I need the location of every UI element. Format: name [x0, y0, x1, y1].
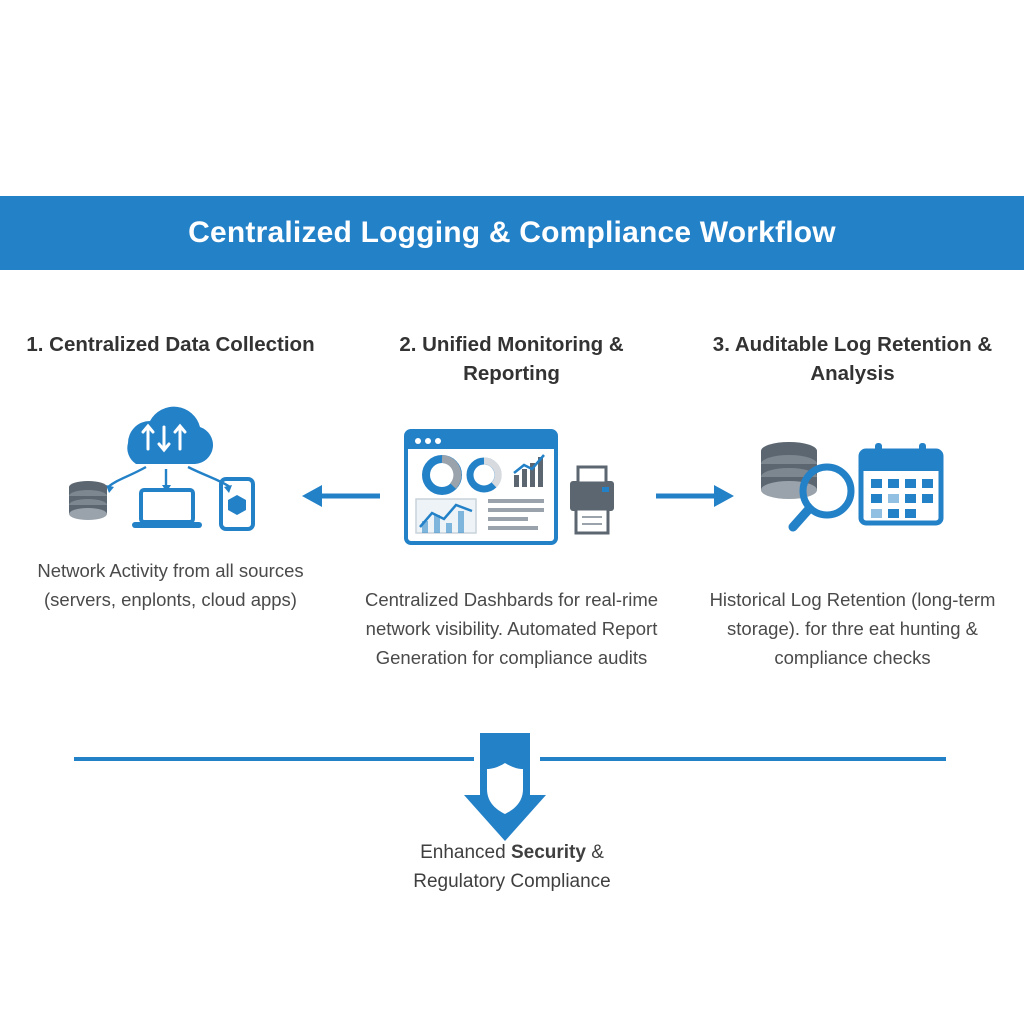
database-stack-icon [761, 442, 817, 499]
laptop-icon [132, 490, 202, 528]
page-title: Centralized Logging & Compliance Workflow [188, 216, 836, 249]
dashboard-printer-icon [402, 425, 622, 555]
step-1-caption: Network Activity from all sources (servers, enplonts, cloud apps) [37, 560, 304, 610]
outcome-text [0, 838, 1024, 897]
shield-funnel-icon [462, 733, 548, 843]
step-3-caption: Historical Log Retention (long-term storage). for thre eat hunting & compliance checks [709, 589, 996, 668]
database-stack [69, 481, 107, 520]
arrow-right-icon [650, 478, 740, 514]
outcome-strong: Security [510, 842, 586, 863]
outcome-prefix: Enhanced [420, 842, 511, 863]
database-magnifier-calendar-icon [753, 425, 953, 555]
step-1-illustration [66, 381, 276, 541]
step-2-illustration [402, 410, 622, 570]
steps-row [0, 330, 1024, 730]
printer-icon [570, 467, 614, 533]
cloud-data-collection-icon [66, 391, 276, 531]
step-2-title: 2. Unified Monitoring & Reporting [399, 333, 624, 386]
header-banner [0, 196, 1024, 270]
step-1-title: 1. Centralized Data Collection [26, 333, 315, 356]
mobile-device-icon [221, 479, 253, 529]
arrow-left-icon [296, 478, 386, 514]
step-3-title: 3. Auditable Log Retention & Analysis [712, 333, 993, 386]
outcome-line-1 [0, 838, 1024, 867]
step-1 [0, 330, 341, 730]
step-2-caption: Centralized Dashbards for real-rime network visibility. Automated Report Generation for compliance audits [364, 589, 659, 668]
step-3 [682, 330, 1023, 730]
step-2 [341, 330, 682, 730]
divider-right [540, 757, 946, 761]
divider-left [74, 757, 474, 761]
calendar-icon [861, 443, 941, 523]
outcome-line-2: Regulatory Compliance [413, 871, 611, 893]
outcome-suffix: & [585, 842, 604, 863]
step-3-illustration [753, 410, 953, 570]
